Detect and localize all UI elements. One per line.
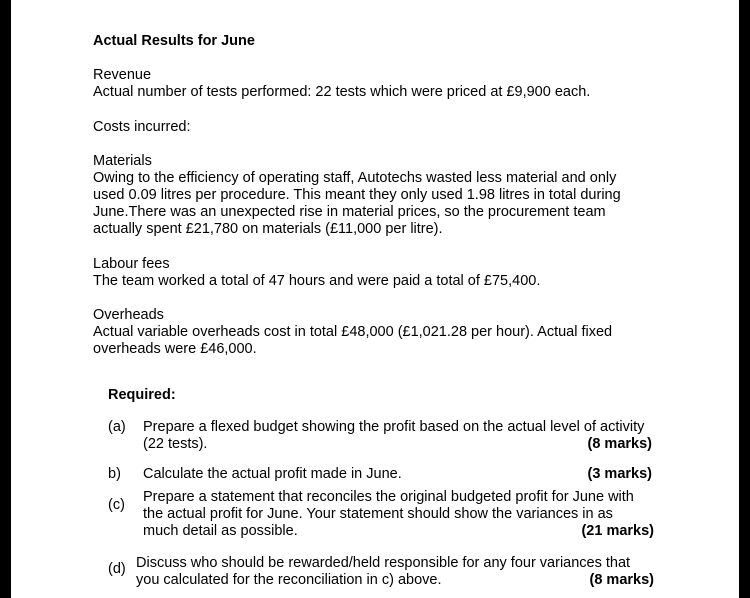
materials-heading: Materials xyxy=(93,153,152,169)
revenue-heading: Revenue xyxy=(93,67,152,83)
question-d-line: Discuss who should be rewarded/held responsible for any four variances that xyxy=(136,555,631,571)
question-a-label: (a) xyxy=(108,419,126,435)
materials-line: Owing to the efficiency of operating staff, Autotechs wasted less material and only xyxy=(93,170,617,186)
question-c-marks: (21 marks) xyxy=(581,523,654,539)
question-b-marks: (3 marks) xyxy=(587,466,652,482)
question-c-line: the actual profit for June. Your statement should show the variances in as xyxy=(143,506,613,522)
labour-text: The team worked a total of 47 hours and were paid a total of £75,400. xyxy=(93,273,541,289)
question-b-label: b) xyxy=(108,466,121,482)
materials-line: June.There was an unexpected rise in material prices, so the procurement team xyxy=(93,204,606,220)
overheads-line: Actual variable overheads cost in total £48,000 (£1,021.28 per hour). Actual fixed xyxy=(93,324,613,340)
question-d-marks: (8 marks) xyxy=(589,572,654,588)
costs-heading: Costs incurred: xyxy=(93,119,191,135)
revenue-text: Actual number of tests performed: 22 tests which were priced at £9,900 each. xyxy=(93,84,591,100)
document-title: Actual Results for June xyxy=(93,33,255,49)
question-a-line: (22 tests). xyxy=(143,436,208,452)
materials-line: used 0.09 litres per procedure. This meant they only used 1.98 litres in total during xyxy=(93,187,621,203)
question-a-line: Prepare a flexed budget showing the profit based on the actual level of activity xyxy=(143,419,645,435)
question-c-label: (c) xyxy=(108,497,125,513)
question-d-line: you calculated for the reconciliation in c) above. xyxy=(136,572,442,588)
question-c-line: much detail as possible. xyxy=(143,523,298,539)
question-d-label: (d) xyxy=(108,561,126,577)
question-a-marks: (8 marks) xyxy=(587,436,652,452)
question-b-line: Calculate the actual profit made in June. xyxy=(143,466,402,482)
materials-line: actually spent £21,780 on materials (£11,000 per litre). xyxy=(93,221,443,237)
overheads-heading: Overheads xyxy=(93,307,164,323)
question-c-line: Prepare a statement that reconciles the original budgeted profit for June with xyxy=(143,489,634,505)
overheads-line: overheads were £46,000. xyxy=(93,341,257,357)
document-page xyxy=(11,0,739,598)
required-heading: Required: xyxy=(108,387,176,403)
labour-heading: Labour fees xyxy=(93,256,170,272)
